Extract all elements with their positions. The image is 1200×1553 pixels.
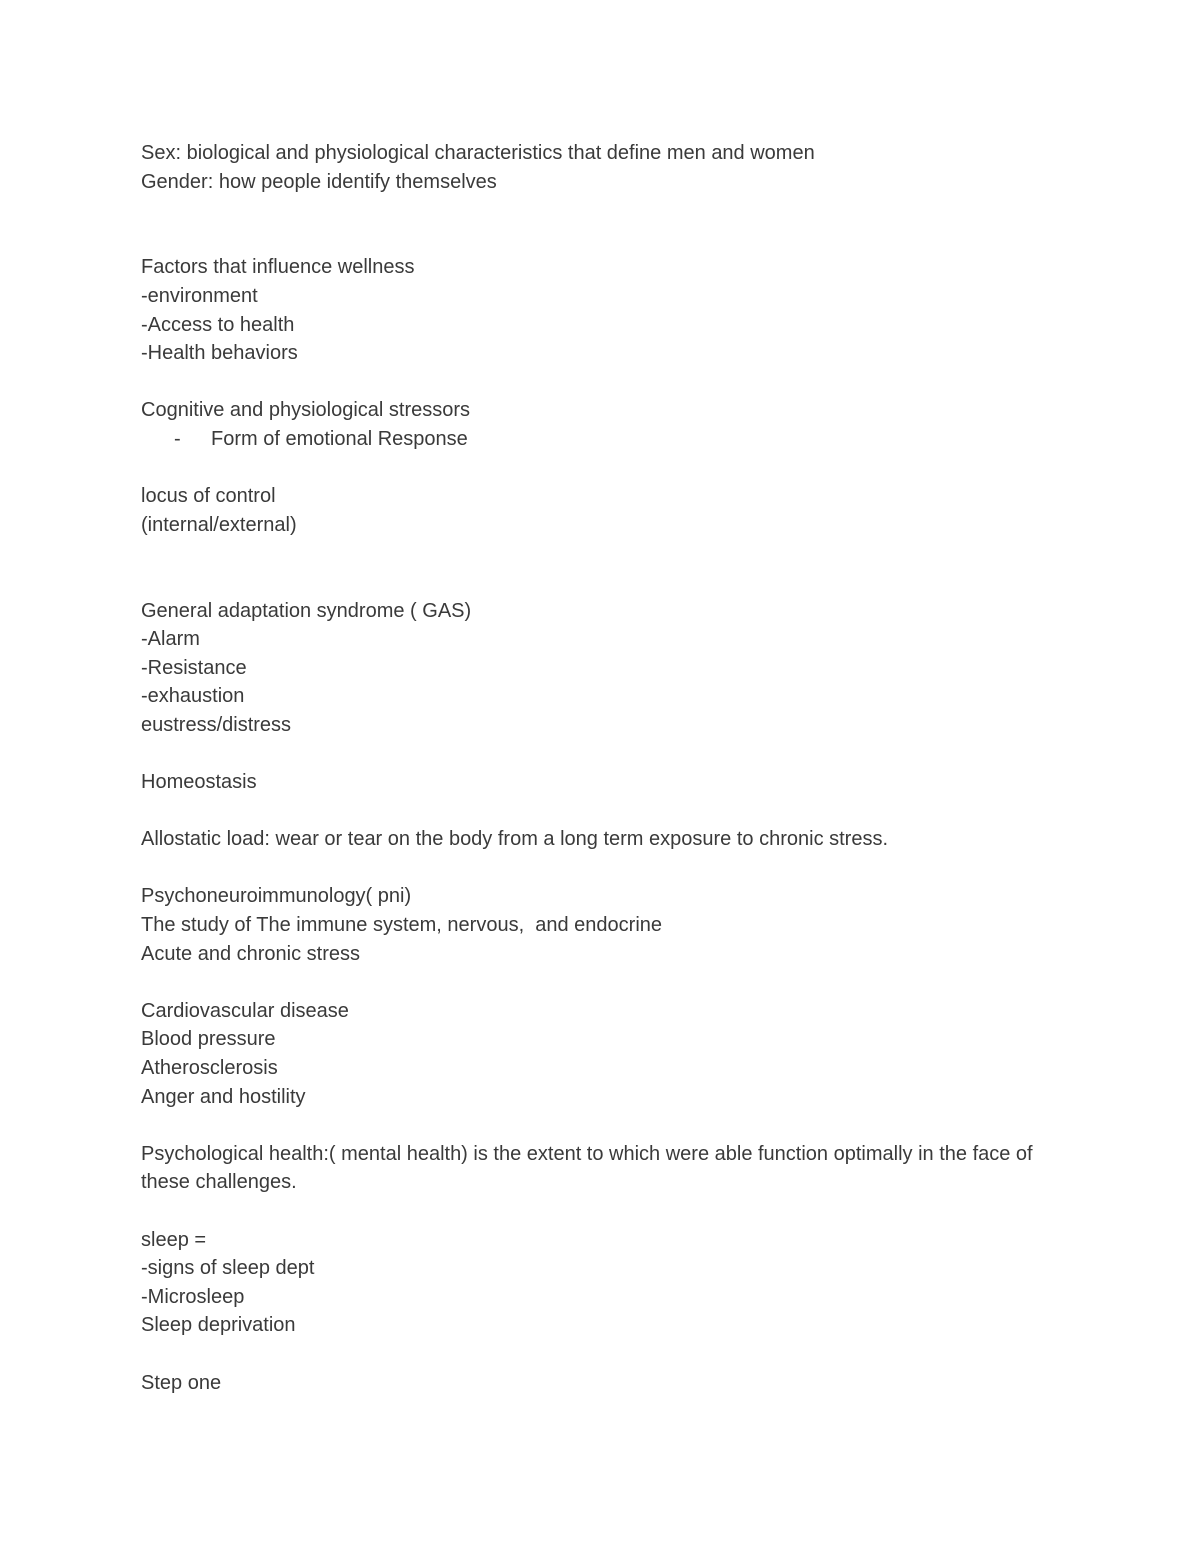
locus-subtext: (internal/external)	[141, 513, 297, 536]
spacer	[141, 854, 1061, 883]
bullet-text: Form of emotional Response	[211, 427, 468, 450]
spacer	[141, 797, 1061, 826]
list-item: -environment	[141, 284, 258, 307]
sleep-heading: sleep =	[141, 1228, 207, 1251]
spacer	[141, 225, 1061, 254]
allostatic-load-line: Allostatic load: wear or tear on the body from a long term exposure to chronic stress.	[141, 828, 889, 851]
list-item: Sleep deprivation	[141, 1314, 296, 1337]
list-item: -Health behaviors	[141, 342, 298, 365]
step-one-line: Step one	[141, 1371, 222, 1394]
list-item: -Access to health	[141, 313, 295, 336]
psychological-health-paragraph: Psychological health:( mental health) is the extent to which were able function optimally in the face of these challenges.	[141, 1142, 1033, 1194]
spacer	[141, 1340, 1061, 1369]
list-item: Anger and hostility	[141, 1085, 306, 1108]
list-item: Atherosclerosis	[141, 1057, 278, 1079]
factors-heading: Factors that influence wellness	[141, 256, 415, 279]
eustress-line: eustress/distress	[141, 713, 292, 736]
spacer	[141, 968, 1061, 997]
gender-definition: Gender: how people identify themselves	[141, 170, 497, 193]
pni-study-line: The study of The immune system, nervous, and endocrine	[141, 914, 663, 937]
list-item: Blood pressure	[141, 1028, 276, 1051]
list-item: -exhaustion	[141, 685, 245, 708]
sex-definition: Sex: biological and physiological characteristics that define men and women	[141, 142, 815, 164]
bullet-item	[141, 425, 1061, 454]
list-item: -Resistance	[141, 656, 247, 679]
spacer	[141, 454, 1061, 483]
spacer	[141, 196, 1061, 225]
spacer	[141, 539, 1061, 568]
list-item: -Alarm	[141, 628, 200, 651]
spacer	[141, 739, 1061, 768]
list-item: -Microsleep	[141, 1285, 245, 1308]
locus-heading: locus of control	[141, 485, 276, 508]
document-body	[141, 139, 1061, 1397]
pni-stress-line: Acute and chronic stress	[141, 942, 360, 965]
spacer	[141, 1111, 1061, 1140]
pni-heading: Psychoneuroimmunology( pni)	[141, 885, 412, 908]
list-item: -signs of sleep dept	[141, 1257, 315, 1280]
bullet-dash: -	[174, 427, 181, 450]
gas-heading: General adaptation syndrome ( GAS)	[141, 599, 472, 622]
spacer	[141, 1197, 1061, 1226]
cardio-heading: Cardiovascular disease	[141, 999, 349, 1022]
stressors-heading: Cognitive and physiological stressors	[141, 399, 471, 422]
homeostasis-line: Homeostasis	[141, 771, 257, 794]
spacer	[141, 568, 1061, 597]
spacer	[141, 368, 1061, 397]
